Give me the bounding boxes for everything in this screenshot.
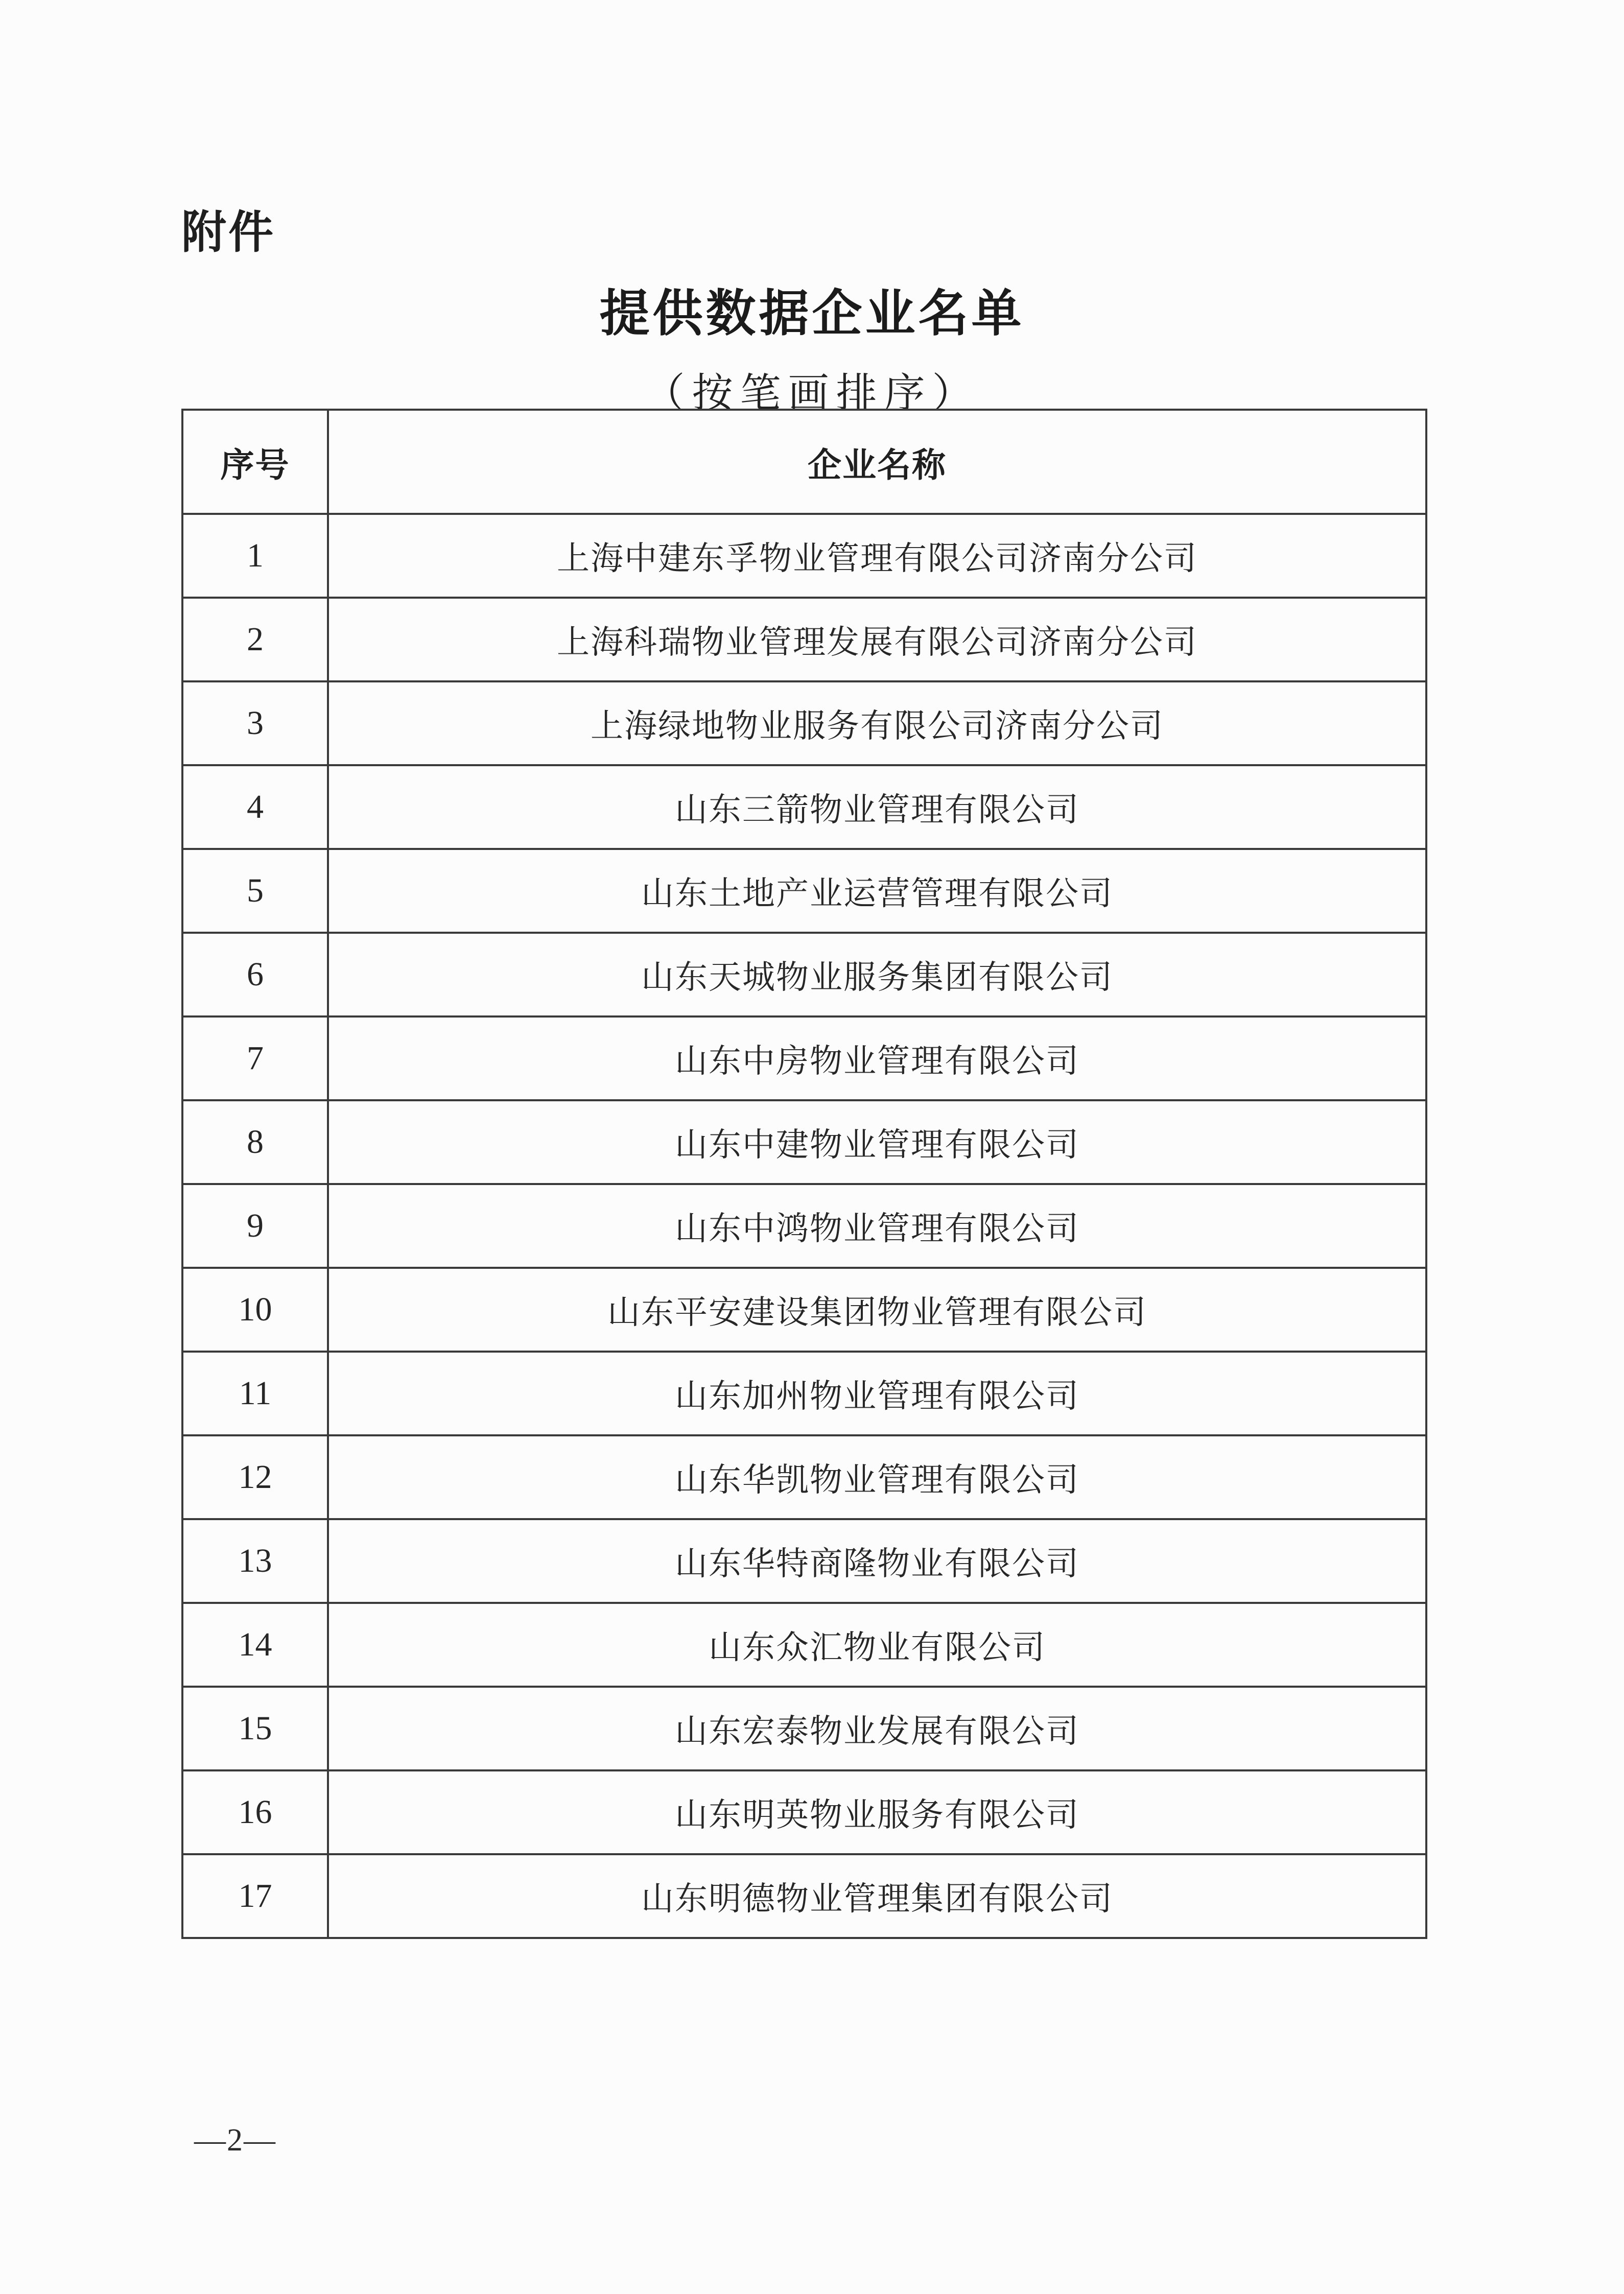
company-name: 山东土地产业运营管理有限公司 — [328, 849, 1426, 933]
column-header-index: 序号 — [182, 410, 328, 514]
table-row — [182, 1352, 1426, 1435]
table-row — [182, 933, 1426, 1016]
table-row — [182, 1603, 1426, 1687]
document-subtitle: （按笔画排序） — [644, 369, 980, 417]
table-row — [182, 765, 1426, 849]
table-header-row — [182, 410, 1426, 514]
table-row — [182, 514, 1426, 598]
company-name: 山东三箭物业管理有限公司 — [328, 765, 1426, 849]
company-table — [181, 409, 1427, 1939]
row-index: 12 — [182, 1435, 328, 1519]
company-name: 山东中建物业管理有限公司 — [328, 1100, 1426, 1184]
table-row — [182, 598, 1426, 681]
table-row — [182, 849, 1426, 933]
row-index: 15 — [182, 1687, 328, 1770]
row-index: 7 — [182, 1016, 328, 1100]
table-row — [182, 1687, 1426, 1770]
table-row — [182, 1016, 1426, 1100]
table-body — [182, 514, 1426, 1938]
table-row — [182, 1184, 1426, 1268]
company-name: 山东华凯物业管理有限公司 — [328, 1435, 1426, 1519]
row-index: 16 — [182, 1770, 328, 1854]
table-row — [182, 1770, 1426, 1854]
column-header-company-name: 企业名称 — [328, 410, 1426, 514]
company-name: 山东中房物业管理有限公司 — [328, 1016, 1426, 1100]
company-name: 上海绿地物业服务有限公司济南分公司 — [328, 681, 1426, 765]
row-index: 14 — [182, 1603, 328, 1687]
document-title: 提供数据企业名单 — [599, 285, 1025, 343]
table-row — [182, 681, 1426, 765]
table-row — [182, 1268, 1426, 1352]
row-index: 5 — [182, 849, 328, 933]
row-index: 17 — [182, 1854, 328, 1938]
row-index: 6 — [182, 933, 328, 1016]
row-index: 4 — [182, 765, 328, 849]
table-row — [182, 1854, 1426, 1938]
page-number: —2— — [194, 2123, 276, 2158]
attachment-label: 附件 — [181, 206, 276, 258]
company-name: 山东宏泰物业发展有限公司 — [328, 1687, 1426, 1770]
company-name: 上海中建东孚物业管理有限公司济南分公司 — [328, 514, 1426, 598]
table-row — [182, 1519, 1426, 1603]
row-index: 8 — [182, 1100, 328, 1184]
table-row — [182, 1100, 1426, 1184]
row-index: 9 — [182, 1184, 328, 1268]
company-name: 山东加州物业管理有限公司 — [328, 1352, 1426, 1435]
company-name: 山东华特商隆物业有限公司 — [328, 1519, 1426, 1603]
row-index: 3 — [182, 681, 328, 765]
company-name: 山东平安建设集团物业管理有限公司 — [328, 1268, 1426, 1352]
company-name: 山东中鸿物业管理有限公司 — [328, 1184, 1426, 1268]
company-name: 山东众汇物业有限公司 — [328, 1603, 1426, 1687]
company-name: 山东明德物业管理集团有限公司 — [328, 1854, 1426, 1938]
row-index: 11 — [182, 1352, 328, 1435]
table-row — [182, 1435, 1426, 1519]
row-index: 13 — [182, 1519, 328, 1603]
row-index: 1 — [182, 514, 328, 598]
row-index: 10 — [182, 1268, 328, 1352]
company-table-container — [181, 409, 1425, 1939]
company-name: 山东明英物业服务有限公司 — [328, 1770, 1426, 1854]
company-name: 山东天城物业服务集团有限公司 — [328, 933, 1426, 1016]
company-name: 上海科瑞物业管理发展有限公司济南分公司 — [328, 598, 1426, 681]
row-index: 2 — [182, 598, 328, 681]
